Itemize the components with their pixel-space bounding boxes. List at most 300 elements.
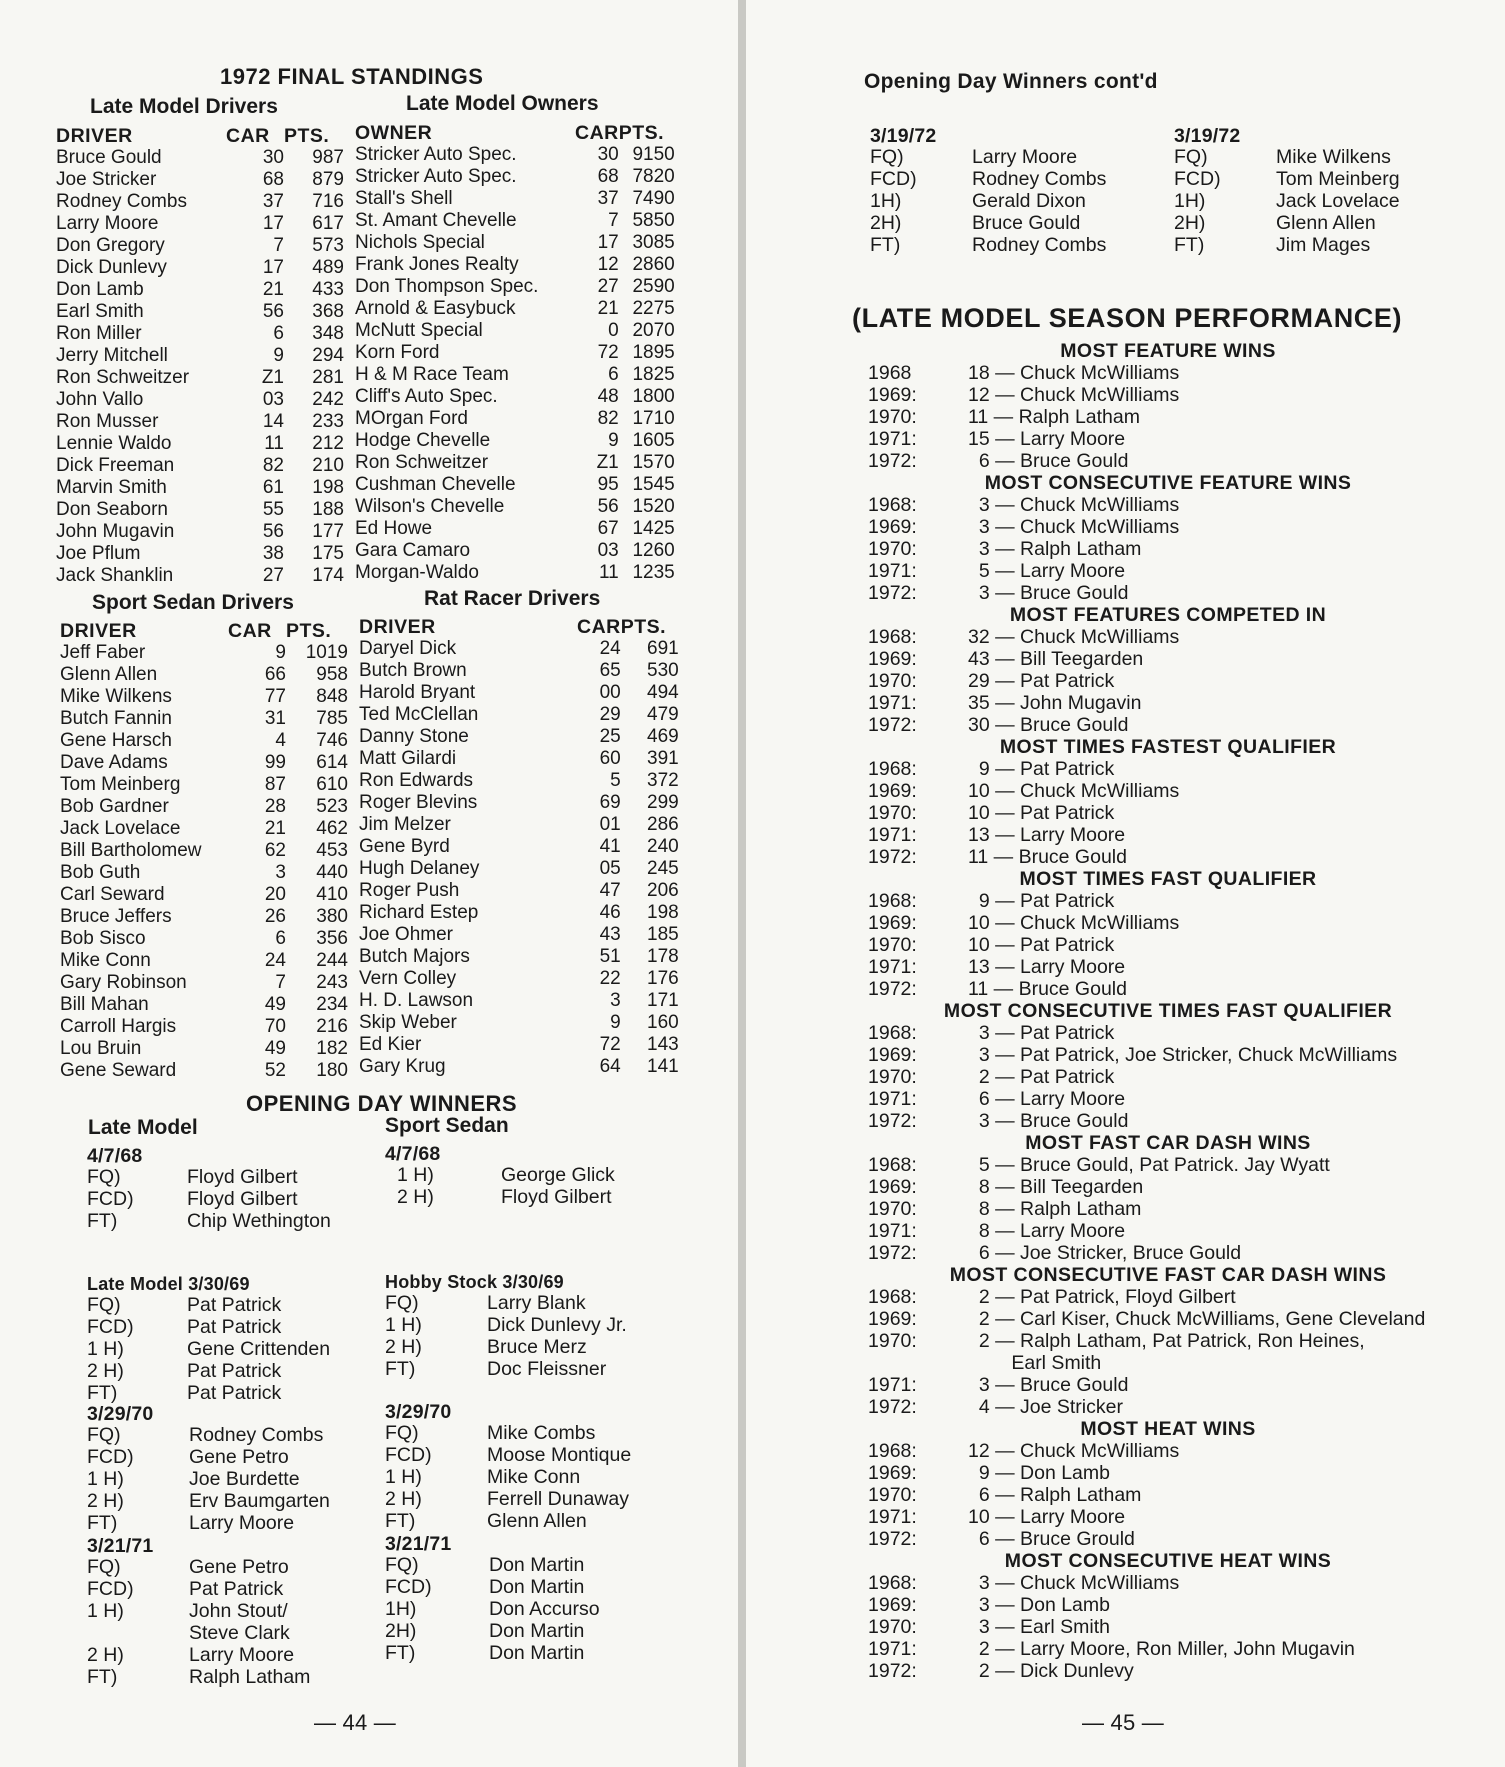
record-row bbox=[868, 1066, 1468, 1088]
car-cell: 27 bbox=[262, 565, 284, 586]
record-year: 1971: bbox=[868, 1638, 917, 1660]
points-cell: 958 bbox=[316, 664, 348, 685]
table-row bbox=[60, 1038, 348, 1060]
record-row bbox=[868, 890, 1468, 912]
car-cell: 5 bbox=[610, 770, 621, 791]
name-cell: Morgan-Waldo bbox=[355, 562, 479, 583]
car-cell: 72 bbox=[599, 1034, 621, 1055]
points-cell: 848 bbox=[316, 686, 348, 707]
record-year: 1969: bbox=[868, 1308, 917, 1330]
col-pts-header: PTS. bbox=[620, 616, 667, 638]
table-row bbox=[359, 836, 679, 858]
winner-name: John Stout/ bbox=[189, 1600, 288, 1622]
record-row bbox=[868, 1110, 1468, 1132]
points-cell: 469 bbox=[647, 726, 679, 747]
record-year: 1971: bbox=[868, 428, 917, 450]
table-row bbox=[60, 774, 348, 796]
record-row bbox=[868, 956, 1468, 978]
record-row bbox=[868, 912, 1468, 934]
car-cell: 49 bbox=[264, 1038, 286, 1059]
winner-name: Larry Moore bbox=[189, 1512, 295, 1534]
name-cell: MOrgan Ford bbox=[355, 408, 468, 429]
points-cell: 380 bbox=[316, 906, 348, 927]
record-row bbox=[868, 560, 1468, 582]
name-cell: Bob Sisco bbox=[60, 928, 146, 949]
name-cell: Lennie Waldo bbox=[56, 433, 172, 454]
points-cell: 5850 bbox=[632, 210, 675, 231]
table-row bbox=[355, 562, 675, 584]
table-row bbox=[56, 499, 344, 521]
winner-name: Gene Crittenden bbox=[187, 1338, 331, 1360]
event-code: FQ) bbox=[1174, 146, 1208, 168]
name-cell: Wilson's Chevelle bbox=[355, 496, 505, 517]
winner-name: Gene Petro bbox=[189, 1446, 289, 1468]
event-code: FT) bbox=[385, 1358, 416, 1380]
car-cell: 49 bbox=[264, 994, 286, 1015]
points-cell: 1019 bbox=[305, 642, 348, 663]
table-row bbox=[60, 686, 348, 708]
name-cell: Bill Mahan bbox=[60, 994, 149, 1015]
name-cell: Bruce Gould bbox=[56, 147, 162, 168]
table-row bbox=[359, 946, 679, 968]
record-row bbox=[868, 516, 1468, 538]
table-row bbox=[355, 254, 675, 276]
table-row bbox=[355, 518, 675, 540]
table-row bbox=[355, 166, 675, 188]
record-row bbox=[868, 978, 1468, 1000]
table-header-row bbox=[56, 125, 344, 147]
name-cell: Gara Camaro bbox=[355, 540, 471, 561]
name-cell: Earl Smith bbox=[56, 301, 144, 322]
car-cell: 11 bbox=[264, 433, 284, 454]
car-cell: 62 bbox=[264, 840, 286, 861]
winner-name: Moose Montique bbox=[487, 1444, 632, 1466]
points-cell: 244 bbox=[316, 950, 348, 971]
record-value: 3 — Chuck McWilliams bbox=[968, 516, 1180, 538]
record-row bbox=[868, 1242, 1468, 1264]
name-cell: Butch Fannin bbox=[60, 708, 172, 729]
points-cell: 614 bbox=[316, 752, 348, 773]
event-code: 2H) bbox=[1174, 212, 1206, 234]
car-cell: 6 bbox=[273, 323, 284, 344]
points-cell: 240 bbox=[647, 836, 679, 857]
table-row bbox=[359, 880, 679, 902]
name-cell: Gary Robinson bbox=[60, 972, 187, 993]
points-cell: 1800 bbox=[632, 386, 675, 407]
record-row bbox=[868, 1440, 1468, 1462]
record-value: 6 — Bruce Gould bbox=[968, 450, 1129, 472]
record-value: 3 — Bruce Gould bbox=[968, 1374, 1129, 1396]
winner-name: Don Martin bbox=[489, 1620, 585, 1642]
name-cell: Ron Schweitzer bbox=[56, 367, 190, 388]
event-code: FQ) bbox=[385, 1292, 419, 1314]
page-gutter bbox=[738, 0, 746, 1767]
rr-drivers-heading: Rat Racer Drivers bbox=[424, 587, 601, 610]
table-row bbox=[56, 433, 344, 455]
points-cell: 7490 bbox=[632, 188, 675, 209]
event-code: FQ) bbox=[385, 1422, 419, 1444]
table-row bbox=[56, 565, 344, 587]
car-cell: 28 bbox=[264, 796, 286, 817]
table-row bbox=[56, 477, 344, 499]
col-driver-header: DRIVER bbox=[60, 620, 137, 642]
name-cell: Ed Howe bbox=[355, 518, 433, 539]
name-cell: Larry Moore bbox=[56, 213, 159, 234]
table-row bbox=[60, 1060, 348, 1082]
category-heading: MOST CONSECUTIVE FAST CAR DASH WINS bbox=[949, 1264, 1387, 1286]
name-cell: Hodge Chevelle bbox=[355, 430, 491, 451]
record-row bbox=[868, 384, 1468, 406]
car-cell: 51 bbox=[599, 946, 621, 967]
winner-name: Dick Dunlevy Jr. bbox=[487, 1314, 627, 1336]
record-year: 1970: bbox=[868, 1330, 917, 1352]
points-cell: 1570 bbox=[632, 452, 675, 473]
name-cell: Ted McClellan bbox=[359, 704, 479, 725]
record-value: 6 — Larry Moore bbox=[968, 1088, 1126, 1110]
name-cell: Cliff's Auto Spec. bbox=[355, 386, 498, 407]
event-code: FQ) bbox=[87, 1166, 121, 1188]
event-code: 2 H) bbox=[397, 1186, 434, 1208]
winner-name: Rodney Combs bbox=[972, 234, 1107, 256]
name-cell: Ron Edwards bbox=[359, 770, 474, 791]
table-row bbox=[359, 682, 679, 704]
table-row bbox=[56, 301, 344, 323]
table-row bbox=[355, 496, 675, 518]
record-year: 1972: bbox=[868, 1242, 917, 1264]
event-code: FT) bbox=[870, 234, 901, 256]
table-row bbox=[355, 188, 675, 210]
name-cell: Tom Meinberg bbox=[60, 774, 181, 795]
points-cell: 1545 bbox=[632, 474, 675, 495]
name-cell: Matt Gilardi bbox=[359, 748, 457, 769]
table-row bbox=[56, 279, 344, 301]
record-value: 10 — Chuck McWilliams bbox=[968, 912, 1180, 934]
col-car-header: CAR bbox=[577, 616, 621, 638]
table-row bbox=[60, 928, 348, 950]
points-cell: 879 bbox=[312, 169, 344, 190]
record-year: 1972: bbox=[868, 1528, 917, 1550]
name-cell: Gene Seward bbox=[60, 1060, 177, 1081]
col-pts-header: PTS. bbox=[618, 122, 665, 144]
name-cell: Jack Shanklin bbox=[56, 565, 174, 586]
record-year: 1968: bbox=[868, 890, 917, 912]
record-year: 1969: bbox=[868, 516, 917, 538]
table-row bbox=[56, 169, 344, 191]
car-cell: 4 bbox=[275, 730, 286, 751]
car-cell: 9 bbox=[275, 642, 286, 663]
winner-name: Mike Combs bbox=[487, 1422, 596, 1444]
points-cell: 294 bbox=[312, 345, 344, 366]
record-row bbox=[868, 1176, 1468, 1198]
record-value: 13 — Larry Moore bbox=[968, 824, 1126, 846]
record-value: 3 — Earl Smith bbox=[968, 1616, 1110, 1638]
table-header-row bbox=[359, 616, 679, 638]
table-row bbox=[355, 474, 675, 496]
table-row bbox=[60, 1016, 348, 1038]
car-cell: 17 bbox=[262, 213, 284, 234]
car-cell: 82 bbox=[597, 408, 619, 429]
points-cell: 206 bbox=[647, 880, 679, 901]
table-row bbox=[359, 704, 679, 726]
event-code: FCD) bbox=[87, 1316, 134, 1338]
points-cell: 174 bbox=[312, 565, 344, 586]
record-row bbox=[868, 1154, 1468, 1176]
points-cell: 243 bbox=[316, 972, 348, 993]
points-cell: 440 bbox=[316, 862, 348, 883]
opening-title: OPENING DAY WINNERS bbox=[246, 1091, 518, 1116]
points-cell: 7820 bbox=[632, 166, 675, 187]
name-cell: Bob Guth bbox=[60, 862, 141, 883]
record-year: 1968: bbox=[868, 1286, 917, 1308]
record-value: 32 — Chuck McWilliams bbox=[968, 626, 1180, 648]
table-row bbox=[359, 770, 679, 792]
record-value: 5 — Larry Moore bbox=[968, 560, 1126, 582]
table-row bbox=[355, 210, 675, 232]
table-row bbox=[56, 191, 344, 213]
record-year: 1969: bbox=[868, 780, 917, 802]
name-cell: Arnold & Easybuck bbox=[355, 298, 516, 319]
car-cell: 43 bbox=[599, 924, 621, 945]
car-cell: 37 bbox=[597, 188, 619, 209]
record-year: 1970: bbox=[868, 670, 917, 692]
table-row bbox=[60, 796, 348, 818]
name-cell: Butch Brown bbox=[359, 660, 467, 681]
points-cell: 1260 bbox=[632, 540, 675, 561]
record-year: 1970: bbox=[868, 802, 917, 824]
winner-name: Gerald Dixon bbox=[972, 190, 1086, 212]
record-value: 6 — Ralph Latham bbox=[968, 1484, 1142, 1506]
category-heading: MOST TIMES FASTEST QUALIFIER bbox=[999, 736, 1337, 758]
car-cell: 21 bbox=[264, 818, 286, 839]
car-cell: 31 bbox=[264, 708, 286, 729]
car-cell: 69 bbox=[599, 792, 621, 813]
event-code: 1H) bbox=[1174, 190, 1206, 212]
points-cell: 617 bbox=[312, 213, 344, 234]
ss-drivers-heading: Sport Sedan Drivers bbox=[92, 591, 294, 614]
car-cell: 00 bbox=[599, 682, 621, 703]
record-value: 15 — Larry Moore bbox=[968, 428, 1126, 450]
event-code: FCD) bbox=[87, 1188, 134, 1210]
record-year: 1971: bbox=[868, 1374, 917, 1396]
points-cell: 1235 bbox=[632, 562, 675, 583]
points-cell: 453 bbox=[316, 840, 348, 861]
table-row bbox=[56, 367, 344, 389]
ss-drivers-table bbox=[60, 620, 348, 1082]
record-row bbox=[868, 428, 1468, 450]
car-cell: 17 bbox=[262, 257, 284, 278]
points-cell: 286 bbox=[647, 814, 679, 835]
record-value: 8 — Ralph Latham bbox=[968, 1198, 1142, 1220]
record-value: 29 — Pat Patrick bbox=[968, 670, 1115, 692]
car-cell: 56 bbox=[262, 521, 284, 542]
car-cell: 6 bbox=[275, 928, 286, 949]
table-row bbox=[56, 455, 344, 477]
category-heading: MOST CONSECUTIVE HEAT WINS bbox=[1004, 1550, 1332, 1572]
points-cell: 489 bbox=[312, 257, 344, 278]
points-cell: 2275 bbox=[632, 298, 675, 319]
record-row bbox=[868, 1506, 1468, 1528]
table-row bbox=[359, 1056, 679, 1078]
car-cell: 68 bbox=[262, 169, 284, 190]
name-cell: John Mugavin bbox=[56, 521, 175, 542]
car-cell: Z1 bbox=[596, 452, 619, 473]
car-cell: 61 bbox=[262, 477, 284, 498]
name-cell: Carl Seward bbox=[60, 884, 165, 905]
name-cell: St. Amant Chevelle bbox=[355, 210, 517, 231]
record-value: 6 — Bruce Grould bbox=[968, 1528, 1135, 1550]
left-page bbox=[0, 0, 738, 1767]
car-cell: 7 bbox=[275, 972, 286, 993]
points-cell: 171 bbox=[647, 990, 679, 1011]
record-value: 3 — Don Lamb bbox=[968, 1594, 1110, 1616]
record-row bbox=[868, 1330, 1468, 1352]
table-row bbox=[355, 276, 675, 298]
points-cell: 462 bbox=[316, 818, 348, 839]
event-code: FCD) bbox=[385, 1444, 432, 1466]
table-row bbox=[60, 884, 348, 906]
record-value: 8 — Bill Teegarden bbox=[968, 1176, 1144, 1198]
event-code: 1 H) bbox=[385, 1314, 422, 1336]
car-cell: 60 bbox=[599, 748, 621, 769]
car-cell: 6 bbox=[608, 364, 619, 385]
car-cell: 38 bbox=[262, 543, 284, 564]
record-value: 3 — Chuck McWilliams bbox=[968, 1572, 1180, 1594]
winner-name: Steve Clark bbox=[189, 1622, 290, 1644]
record-year: 1972: bbox=[868, 846, 917, 868]
name-cell: Stall's Shell bbox=[355, 188, 453, 209]
winner-name: Doc Fleissner bbox=[487, 1358, 607, 1380]
car-cell: 0 bbox=[608, 320, 619, 341]
name-cell: Stricker Auto Spec. bbox=[355, 166, 517, 187]
category-heading: MOST HEAT WINS bbox=[1080, 1418, 1256, 1440]
record-year: 1969: bbox=[868, 1176, 917, 1198]
category-heading: MOST CONSECUTIVE FEATURE WINS bbox=[984, 472, 1352, 494]
record-value: 10 — Pat Patrick bbox=[968, 802, 1115, 824]
record-year: 1970: bbox=[868, 934, 917, 956]
table-row bbox=[56, 323, 344, 345]
name-cell: Rodney Combs bbox=[56, 191, 187, 212]
car-cell: 68 bbox=[597, 166, 619, 187]
record-value: 9 — Don Lamb bbox=[968, 1462, 1110, 1484]
car-cell: 03 bbox=[262, 389, 284, 410]
winner-name: Ferrell Dunaway bbox=[487, 1488, 629, 1510]
opening-date: Hobby Stock 3/30/69 bbox=[385, 1272, 564, 1292]
name-cell: Stricker Auto Spec. bbox=[355, 144, 517, 165]
winner-name: Mike Wilkens bbox=[1276, 146, 1391, 168]
table-row bbox=[60, 840, 348, 862]
event-code: FCD) bbox=[87, 1446, 134, 1468]
winner-name: Pat Patrick bbox=[189, 1578, 284, 1600]
standings-title: 1972 FINAL STANDINGS bbox=[220, 64, 484, 89]
record-year: 1970: bbox=[868, 1616, 917, 1638]
winner-name: Floyd Gilbert bbox=[187, 1188, 298, 1210]
name-cell: Don Lamb bbox=[56, 279, 144, 300]
name-cell: Ron Schweitzer bbox=[355, 452, 489, 473]
table-row bbox=[355, 430, 675, 452]
name-cell: Gary Krug bbox=[359, 1056, 446, 1077]
right-page bbox=[746, 0, 1505, 1767]
record-row bbox=[868, 1638, 1468, 1660]
winner-name: Gene Petro bbox=[189, 1556, 289, 1578]
name-cell: John Vallo bbox=[56, 389, 144, 410]
record-year: 1972: bbox=[868, 1396, 917, 1418]
record-year: 1972: bbox=[868, 1660, 917, 1682]
name-cell: Jim Melzer bbox=[359, 814, 451, 835]
name-cell: Dick Freeman bbox=[56, 455, 175, 476]
table-row bbox=[56, 521, 344, 543]
record-row bbox=[868, 780, 1468, 802]
record-year: 1968: bbox=[868, 1154, 917, 1176]
name-cell: Joe Ohmer bbox=[359, 924, 453, 945]
car-cell: 48 bbox=[597, 386, 619, 407]
event-code: FCD) bbox=[385, 1576, 432, 1598]
name-cell: Jerry Mitchell bbox=[56, 345, 168, 366]
car-cell: 3 bbox=[275, 862, 286, 883]
event-code: 1 H) bbox=[385, 1466, 422, 1488]
car-cell: 37 bbox=[262, 191, 284, 212]
record-year: 1972: bbox=[868, 1110, 917, 1132]
record-row bbox=[868, 362, 1468, 384]
name-cell: Don Thompson Spec. bbox=[355, 276, 539, 297]
car-cell: 99 bbox=[264, 752, 286, 773]
table-row bbox=[359, 858, 679, 880]
winner-name: Ralph Latham bbox=[189, 1666, 311, 1688]
name-cell: Ron Miller bbox=[56, 323, 142, 344]
record-row bbox=[868, 1308, 1468, 1330]
record-value: 9 — Pat Patrick bbox=[968, 890, 1115, 912]
record-year: 1972: bbox=[868, 450, 917, 472]
lm-drivers-table bbox=[56, 125, 344, 587]
points-cell: 198 bbox=[312, 477, 344, 498]
opening-date: 4/7/68 bbox=[385, 1143, 441, 1165]
car-cell: 24 bbox=[264, 950, 286, 971]
table-row bbox=[355, 232, 675, 254]
table-row bbox=[359, 1012, 679, 1034]
col-car-header: CAR bbox=[575, 122, 619, 144]
car-cell: 95 bbox=[597, 474, 619, 495]
record-value: Earl Smith bbox=[968, 1352, 1102, 1374]
name-cell: Joe Pflum bbox=[56, 543, 141, 564]
car-cell: 17 bbox=[597, 232, 619, 253]
opening-contd-title: Opening Day Winners cont'd bbox=[864, 70, 1158, 93]
record-row bbox=[868, 494, 1468, 516]
event-code: FQ) bbox=[87, 1424, 121, 1446]
car-cell: 55 bbox=[262, 499, 284, 520]
winner-name: Erv Baumgarten bbox=[189, 1490, 330, 1512]
record-row bbox=[868, 1374, 1468, 1396]
record-value: 9 — Pat Patrick bbox=[968, 758, 1115, 780]
points-cell: 242 bbox=[312, 389, 344, 410]
name-cell: Carroll Hargis bbox=[60, 1016, 177, 1037]
record-year: 1971: bbox=[868, 692, 917, 714]
event-code: FQ) bbox=[87, 1294, 121, 1316]
event-code: FT) bbox=[87, 1666, 118, 1688]
record-row bbox=[868, 450, 1468, 472]
table-row bbox=[60, 752, 348, 774]
table-row bbox=[355, 342, 675, 364]
table-row bbox=[359, 748, 679, 770]
car-cell: 7 bbox=[608, 210, 619, 231]
name-cell: Gene Byrd bbox=[359, 836, 450, 857]
car-cell: 77 bbox=[264, 686, 286, 707]
name-cell: Marvin Smith bbox=[56, 477, 167, 498]
record-row bbox=[868, 1462, 1468, 1484]
record-year: 1972: bbox=[868, 978, 917, 1000]
name-cell: H. D. Lawson bbox=[359, 990, 474, 1011]
record-year: 1970: bbox=[868, 1066, 917, 1088]
record-value: 2 — Pat Patrick bbox=[968, 1066, 1115, 1088]
table-row bbox=[60, 906, 348, 928]
